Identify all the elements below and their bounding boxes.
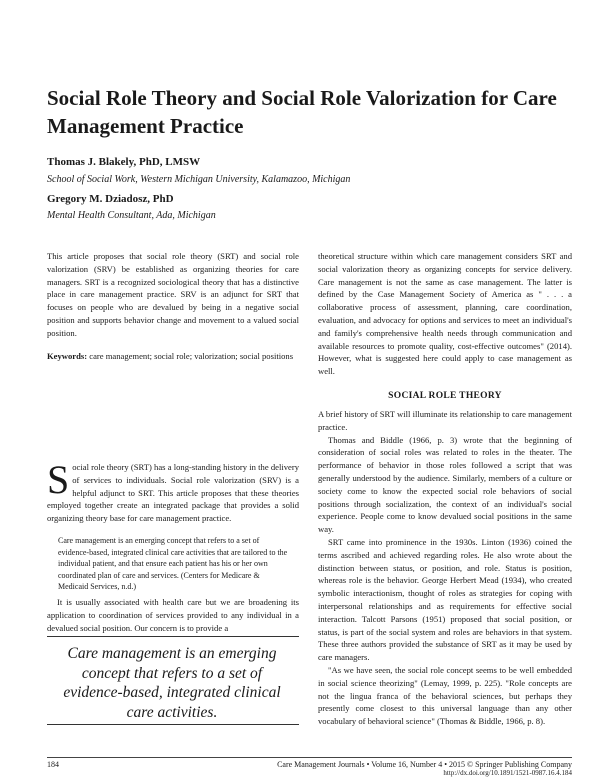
footer-rule [47,757,572,758]
body-paragraph: It is usually associated with health care but we are broadening its application to coordination of services provided to any individual in a devalued social position. Our concern is to provide a [47,597,299,633]
pullquote-rule-top [47,636,299,637]
pullquote-rule-bottom [47,724,299,725]
section-paragraph: Thomas and Biddle (1966, p. 3) wrote that the beginning of consideration of social roles was related to roles in the theater. The performance of behavior in those roles followed a script that was generally understood by the audience. Similarly, members of a culture or society come to know the expected social role behaviors of social positions through socialization, the context of an individual's social experience. People come to know devalued social positions in the same way. [318,434,572,535]
author-affiliation-1: School of Social Work, Western Michigan University, Kalamazoo, Michigan [47,174,351,185]
keywords-label: Keywords: [47,351,88,361]
section-heading: SOCIAL ROLE THEORY [388,391,502,401]
author-name-1: Thomas J. Blakely, PhD, LMSW [47,156,201,168]
block-quote: Care management is an emerging concept that refers to a set of evidence-based, integrated clinical care activities that are tailored to the individual patient, and that ensure each patient has his or her own coordinated plan of care and services. (Centers for Medicare & Medicaid Services, n.d.) [58,536,288,592]
drop-cap: S [47,457,70,502]
keywords [47,350,299,363]
keywords-text: care management; social role; valorization; social positions [87,351,294,361]
page-number: 184 [47,760,59,769]
section-paragraph: "As we have seen, the social role concept seems to be well embedded in social science theorizing" (Lemay, 1999, p. 225). "Role concepts are not the lingua franca of the behavioral sciences, but perhaps they presently come closest to this universal language than any other vocabulary of behavioral science" (Thomas & Biddle, 1966, p. 8). [318,664,572,727]
section-paragraph: SRT came into prominence in the 1930s. Linton (1936) coined the terms ascribed and achieved regarding roles. He also wrote about the distinction between status, or position, and role. Status is position, whereas role is the behavior. George Herbert Mead (1934), who created symbolic interactionism, thought of roles as strategies for coping with interpersonal relationships and as requirements for effective social interaction. Talcott Parsons (1951) proposed that social position, or status, is part of the social system and roles are behaviors in that system. These three authors provided the substance of SRT as it may be used by care managers. [318,536,572,663]
section-body [318,408,572,728]
author-affiliation-2: Mental Health Consultant, Ada, Michigan [47,210,216,221]
intro-text: ocial role theory (SRT) has a long-standing history in the delivery of services to individuals. Social role valorization (SRV) is a helpful adjunct to SRT. This article proposes that these theories employed together create an integrated package that provides a solid organizing theory base for care management practice. [47,462,299,524]
journal-citation: Care Management Journals • Volume 16, Number 4 • 2015 © Springer Publishing Company [277,760,572,769]
body-paragraph-right: theoretical structure within which care management considers SRT and social valorization theory as organizing concepts for service delivery. Care management is not the same as case management. The latter is defined by the Case Management Society of America as " . . . a collaborative process of assessment, planning, care coordination, evaluation, and advocacy for options and services to meet an individual's and family's comprehensive health needs through communication and available resources to promote quality, cost-effective outcomes" (2014). However, what is suggested here could apply to case management as well. [318,251,572,377]
doi-link[interactable]: http://dx.doi.org/10.1891/1521-0987.16.4.184 [443,769,572,777]
section-paragraph: A brief history of SRT will illuminate its relationship to care management practice. [318,409,572,432]
abstract: This article proposes that social role theory (SRT) and social role valorization (SRV) be established as organizing theories for care managers. SRT is a recognized sociological theory that has a distinctive place in care management practice. SRV is an adjunct for SRT that focuses on people who are devalued by being in a negative social position and supports behavior change and movement to a valued social position. [47,251,299,338]
pull-quote: Care management is an emerging concept that refers to a set of evidence-based, integrated clinical care activities. [63,645,281,721]
intro-paragraph [47,457,299,525]
author-name-2: Gregory M. Dziadosz, PhD [47,193,174,205]
article-title: Social Role Theory and Social Role Valorization for Care Management Practice [47,86,557,138]
